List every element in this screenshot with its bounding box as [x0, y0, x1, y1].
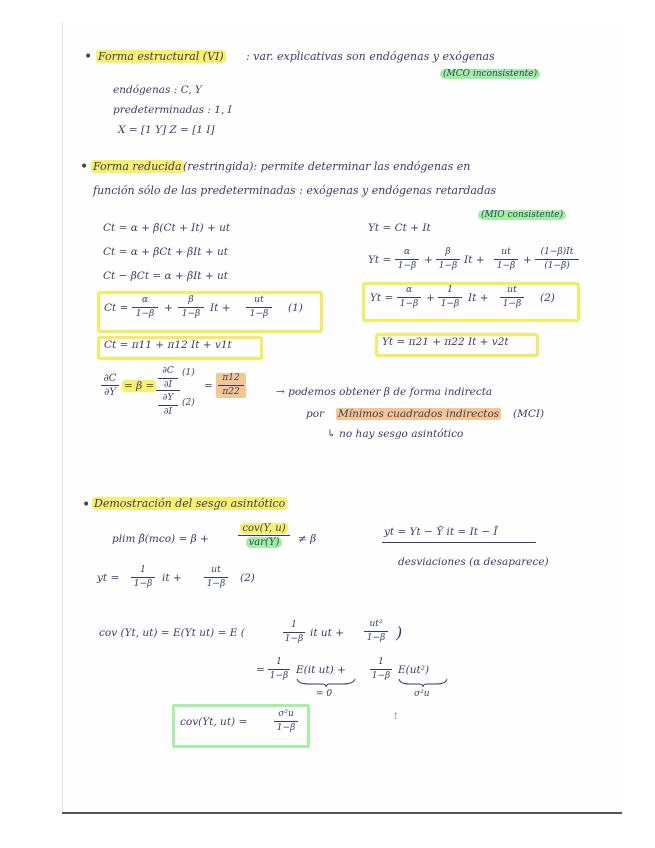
plim-rhs: ≠ β: [298, 533, 317, 545]
structural-eq-3: Ct − βCt = α + βIt + ut: [103, 270, 228, 282]
fraction: 1 1−β: [438, 285, 462, 310]
derivative-fraction: ∂C ∂Y: [101, 373, 119, 398]
identity-eq: Yt = Ct + It: [368, 222, 431, 234]
ratio-of-derivatives: [158, 366, 180, 416]
mci-note-prefix: por: [306, 408, 325, 420]
bullet-icon: •: [84, 49, 93, 65]
plim-lhs: plim β̂(mco) = β +: [112, 533, 209, 545]
fraction: ut² 1−β: [364, 619, 388, 644]
fraction: α 1−β: [395, 247, 419, 272]
mci-note-suffix: (MCI): [513, 408, 545, 420]
fraction: ut 1−β: [204, 565, 228, 590]
reduced-eq-2-it: It +: [468, 292, 489, 304]
eq-tag: (2): [540, 292, 555, 304]
equals-sign: =: [256, 664, 265, 676]
section1-tag: (MCO inconsistente): [440, 69, 540, 79]
plus-sign: +: [523, 254, 532, 266]
yt-dev-it: it +: [162, 572, 182, 584]
fraction: ∂C ∂I: [158, 366, 178, 391]
structural-eq-2: Ct = α + βCt + βIt + ut: [103, 246, 228, 258]
section2-title-rest: (restringida): permite determinar las endógenas en: [183, 160, 471, 173]
plus-sign: +: [426, 292, 435, 304]
indirect-estimation-note: → podemos obtener β de forma indirecta: [276, 386, 493, 398]
zero-result: = 0: [316, 689, 333, 699]
eq-tag: (1): [288, 302, 303, 314]
reduced-eq-2-lhs: Yt =: [370, 292, 394, 304]
fraction: 1 1−β: [371, 657, 391, 681]
plus-sign: +: [164, 302, 173, 314]
close-paren: ): [396, 623, 403, 642]
expectation-term-1: E(it ut) +: [296, 664, 346, 676]
fraction: (1−β)It (1−β): [535, 247, 579, 272]
plim-fraction: cov(Y, u) var(Y): [238, 523, 290, 548]
section2-line2: función sólo de las predeterminadas : exógenas y endógenas retardadas: [93, 184, 497, 197]
yt-eq-lhs: Yt =: [368, 254, 392, 266]
plus-sign: +: [424, 254, 433, 266]
result-lhs: cov(Yt, ut) =: [180, 716, 248, 728]
fraction: 1 1−β: [284, 620, 304, 644]
pi-ratio: π12 π22: [216, 373, 246, 398]
equals-sign: =: [204, 380, 213, 392]
stray-mark: ↑: [392, 712, 400, 722]
underbrace: [296, 678, 356, 688]
matrix-definitions: X = [1 Y] Z = [1 I]: [118, 124, 215, 136]
covariance-lhs: cov (Yt, ut) = E(Yt ut) = E (: [99, 627, 245, 639]
section2-title: Forma reducida: [93, 160, 182, 173]
section2-tag: (MIO consistente): [478, 210, 566, 220]
page-bottom-edge: [62, 812, 622, 814]
endogenous-list: endógenas : C, Y: [113, 84, 202, 96]
fraction: 1 1−β: [269, 657, 289, 681]
structural-eq-1: Ct = α + β(Ct + It) + ut: [103, 222, 231, 234]
yt-eq-it: It +: [464, 254, 485, 266]
underline: [382, 542, 536, 543]
section3-title: Demostración del sesgo asintótico: [94, 497, 286, 510]
fraction: α 1−β: [132, 295, 158, 320]
reduced-form-eq-2: Yt = π21 + π22 It + v2t: [382, 336, 509, 348]
fraction: ut 1−β: [494, 247, 518, 272]
fraction: σ²u 1−β: [274, 709, 298, 734]
eq-tag: (2): [240, 572, 255, 584]
expectation-term-2: E(ut²): [398, 664, 430, 676]
underbrace: [398, 678, 448, 688]
section1-title: Forma estructural (VI): [98, 50, 224, 63]
eq-tag: (1): [182, 368, 195, 378]
beta-equals: = β =: [124, 380, 155, 392]
fraction: ut 1−β: [246, 295, 272, 320]
fraction: 1 1−β: [131, 565, 155, 590]
fraction: β 1−β: [178, 295, 204, 320]
covariance-mid: it ut +: [310, 627, 345, 639]
fraction: ut 1−β: [500, 285, 524, 310]
section1-description: : var. explicativas son endógenas y exógenas: [246, 50, 495, 63]
predetermined-list: predeterminadas : 1, I: [113, 104, 232, 116]
deviation-definitions: yt = Yt − Ȳ it = It − Ī: [384, 526, 498, 538]
reduced-eq-1-lhs: Ct =: [104, 302, 129, 314]
fraction: α 1−β: [397, 285, 421, 310]
variance-result: σ²u: [414, 689, 430, 699]
reduced-eq-1-it: It +: [210, 302, 231, 314]
eq-tag: (2): [182, 398, 195, 408]
fraction: ∂Y ∂I: [158, 393, 178, 418]
bullet-icon: •: [80, 159, 89, 175]
deviations-note: desviaciones (α desaparece): [398, 556, 549, 568]
reduced-form-eq-1: Ct = π11 + π12 It + v1t: [104, 339, 232, 351]
no-bias-note: ↳ no hay sesgo asintótico: [327, 428, 464, 440]
yt-dev-lhs: yt =: [97, 572, 120, 584]
bullet-icon: •: [82, 497, 91, 513]
fraction: β 1−β: [436, 247, 460, 272]
mci-note-highlight: Mínimos cuadrados indirectos: [338, 408, 500, 420]
